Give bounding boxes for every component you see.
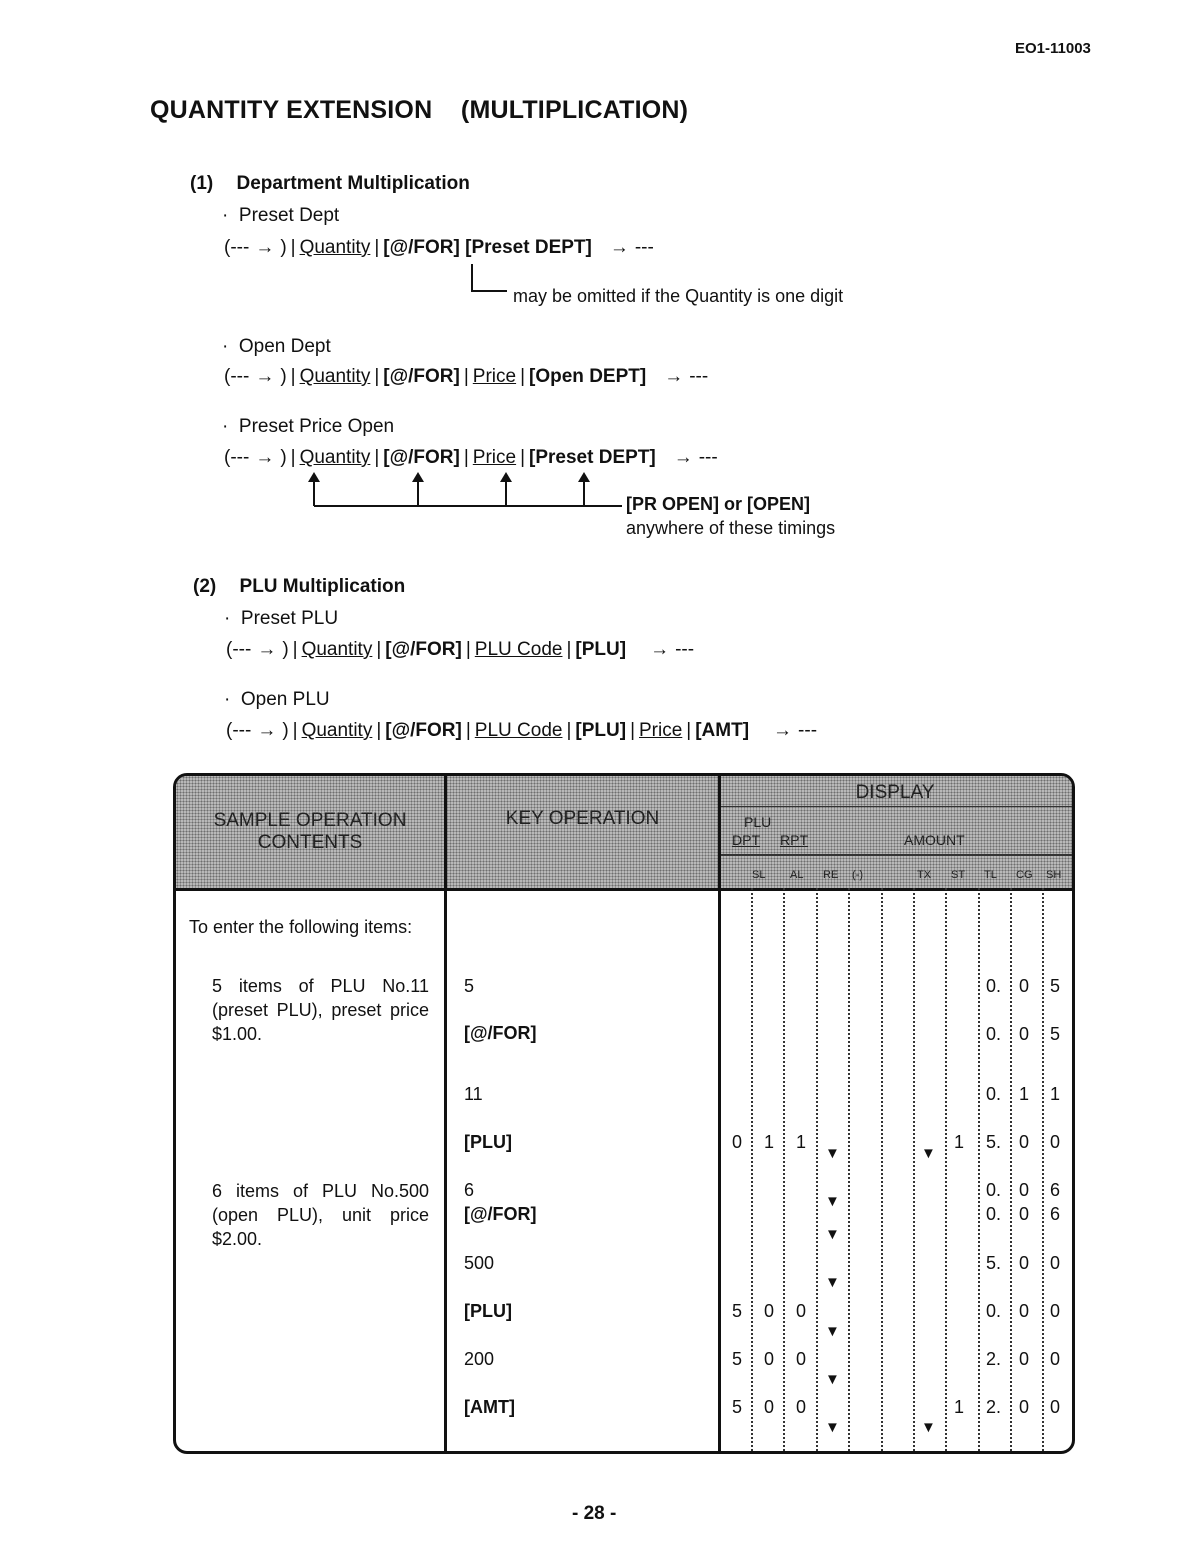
sample-intro: To enter the following items: (189, 917, 413, 937)
key-op: [@/FOR] (464, 1023, 537, 1043)
key-operation-header: KEY OPERATION (505, 808, 660, 829)
display-subdivider (721, 854, 1072, 856)
up-arrow-icon (500, 472, 512, 506)
display-digit: 5 (1050, 1024, 1061, 1044)
open-plu-label: · Open PLU (224, 689, 330, 710)
display-digit: 0 (1050, 1132, 1061, 1152)
indicator-sl: SL (752, 869, 766, 881)
display-column-guide (978, 888, 980, 1451)
display-column-guide (945, 888, 947, 1451)
display-digit: 0 (764, 1301, 775, 1321)
rpt-label: RPT (780, 832, 808, 848)
header-divider (176, 888, 1072, 891)
display-digit: 0 (1019, 1301, 1030, 1321)
display-digit: 0. (986, 1024, 1002, 1044)
indicator-tx: TX (917, 869, 932, 881)
timing-note: anywhere of these timings (626, 518, 836, 538)
sample-preset-plu: 5 items of PLU No.11 (preset PLU), preset price $1.00. (212, 976, 429, 1044)
display-digit: 0. (986, 976, 1002, 996)
omit-note: may be omitted if the Quantity is one digit (513, 286, 844, 306)
sample-operation-header: SAMPLE OPERATION CONTENTS (213, 810, 407, 853)
display-digit: 0 (1050, 1301, 1061, 1321)
display-digit: 2. (986, 1349, 1002, 1369)
display-digit: 6 (1050, 1180, 1061, 1200)
preset-plu-label: · Preset PLU (224, 608, 339, 629)
triangle-indicator-icon: ▼ (921, 1145, 936, 1162)
preset-price-open-sequence: (--- → ) | Quantity | [@/FOR] | Price | [Preset DEPT] → --- (224, 447, 718, 468)
triangle-indicator-icon: ▼ (825, 1419, 840, 1436)
display-column-guide (751, 888, 753, 1451)
display-digit: 0 (1019, 1132, 1030, 1152)
right-arrow-icon: → (650, 639, 670, 660)
display-digit: 5. (986, 1253, 1002, 1273)
display-digit: 0 (1050, 1253, 1061, 1273)
document-number: EO1-11003 (1015, 40, 1091, 57)
triangle-indicator-icon: ▼ (825, 1226, 840, 1243)
right-arrow-icon: → (773, 720, 793, 741)
display-digit: 0 (796, 1301, 807, 1321)
dpt-label: DPT (732, 832, 760, 848)
timing-arrows-diagram (300, 470, 630, 510)
key-op: [AMT] (464, 1397, 515, 1417)
display-column-guide (816, 888, 818, 1451)
display-column-guide (881, 888, 883, 1451)
open-dept-sequence: (--- → ) | Quantity | [@/FOR] | Price | [Open DEPT] → --- (224, 366, 709, 387)
omit-bracket-vertical (471, 264, 473, 292)
triangle-indicator-icon: ▼ (825, 1274, 840, 1291)
right-arrow-icon: → (255, 447, 275, 468)
display-column-guide (1010, 888, 1012, 1451)
key-op: [@/FOR] (464, 1204, 537, 1224)
display-digit: 0 (1019, 1397, 1030, 1417)
display-digit: 0 (796, 1349, 807, 1369)
key-op: 5 (464, 976, 475, 996)
preset-price-open-label: · Preset Price Open (222, 416, 395, 437)
preset-plu-sequence: (--- → ) | Quantity | [@/FOR] | PLU Code | [PLU] → --- (226, 639, 695, 660)
preset-dept-label: · Preset Dept (222, 205, 340, 226)
display-digit: 0 (732, 1132, 743, 1152)
up-arrow-icon (578, 472, 590, 506)
up-arrow-icon (412, 472, 424, 506)
section-2-heading (193, 576, 405, 598)
open-dept-label: · Open Dept (222, 336, 331, 357)
display-digit: 0. (986, 1180, 1002, 1200)
right-arrow-icon: → (257, 639, 277, 660)
right-arrow-icon: → (609, 237, 629, 258)
display-digit: 1 (764, 1132, 775, 1152)
display-digit: 0. (986, 1084, 1002, 1104)
display-digit: 5 (732, 1301, 743, 1321)
indicator-st: ST (951, 869, 966, 881)
amount-label: AMOUNT (904, 832, 965, 848)
triangle-indicator-icon: ▼ (825, 1193, 840, 1210)
section-2-title: PLU Multiplication (239, 576, 406, 597)
indicator-minus: (-) (852, 869, 863, 881)
indicator-al: AL (790, 869, 804, 881)
display-digit: 1 (954, 1397, 965, 1417)
sample-open-plu: 6 items of PLU No.500 (open PLU), unit price $2.00. (212, 1181, 429, 1249)
indicator-re: RE (823, 869, 839, 881)
key-op: 11 (464, 1084, 483, 1104)
display-column-guide (913, 888, 915, 1451)
right-arrow-icon: → (255, 366, 275, 387)
right-arrow-icon: → (255, 237, 275, 258)
section-1-number: (1) (190, 173, 214, 194)
key-op: [PLU] (464, 1132, 512, 1152)
display-digit: 0 (796, 1397, 807, 1417)
page-title: QUANTITY EXTENSION (MULTIPLICATION) (150, 96, 689, 124)
key-op: [PLU] (464, 1301, 512, 1321)
display-digit: 6 (1050, 1204, 1061, 1224)
display-column-guide (848, 888, 850, 1451)
sample-operation-table (173, 773, 1075, 1454)
right-arrow-icon: → (257, 720, 277, 741)
page-number: - 28 - (572, 1503, 617, 1524)
indicator-cg: CG (1016, 869, 1033, 881)
display-digit: 2. (986, 1397, 1002, 1417)
triangle-indicator-icon: ▼ (825, 1371, 840, 1388)
display-column-guide (783, 888, 785, 1451)
display-digit: 1 (954, 1132, 965, 1152)
triangle-indicator-icon: ▼ (825, 1145, 840, 1162)
display-digit: 0 (1050, 1349, 1061, 1369)
display-digit: 0 (1019, 1204, 1030, 1224)
indicator-sh: SH (1046, 869, 1062, 881)
display-digit: 0. (986, 1204, 1002, 1224)
display-subdivider (721, 806, 1072, 807)
display-column-guide (1042, 888, 1044, 1451)
section-1-heading (190, 173, 470, 195)
display-digit: 0. (986, 1301, 1002, 1321)
section-1-title: Department Multiplication (236, 173, 470, 194)
triangle-indicator-icon: ▼ (825, 1323, 840, 1340)
display-digit: 1 (1050, 1084, 1061, 1104)
section-2-number: (2) (193, 576, 217, 597)
right-arrow-icon: → (673, 447, 693, 468)
display-digit: 0 (1019, 1024, 1030, 1044)
display-digit: 1 (1019, 1084, 1030, 1104)
key-op: 6 (464, 1180, 475, 1200)
display-digit: 0 (1019, 1349, 1030, 1369)
display-digit: 0 (1050, 1397, 1061, 1417)
omit-bracket-horizontal (471, 290, 507, 292)
plu-label: PLU (744, 814, 772, 830)
right-arrow-icon: → (664, 366, 684, 387)
display-digit: 5 (732, 1349, 743, 1369)
display-digit: 5 (732, 1397, 743, 1417)
display-digit: 0 (764, 1397, 775, 1417)
triangle-indicator-icon: ▼ (921, 1419, 936, 1436)
display-digit: 0 (764, 1349, 775, 1369)
column-divider (718, 776, 721, 1451)
key-op: 500 (464, 1253, 495, 1273)
pr-open-note: [PR OPEN] or [OPEN] (626, 494, 811, 514)
key-op: 200 (464, 1349, 495, 1369)
display-digit: 5. (986, 1132, 1002, 1152)
open-plu-sequence: (--- → ) | Quantity | [@/FOR] | PLU Code | [PLU] | Price | [AMT] → --- (226, 720, 818, 741)
display-digit: 5 (1050, 976, 1061, 996)
column-divider (444, 776, 447, 1451)
preset-dept-sequence: (--- → ) | Quantity | [@/FOR] [Preset DEPT] → --- (224, 237, 654, 258)
up-arrow-icon (308, 472, 320, 506)
display-digit: 0 (1019, 1253, 1030, 1273)
display-header: DISPLAY (855, 782, 935, 803)
display-digit: 1 (796, 1132, 807, 1152)
indicator-tl: TL (984, 869, 997, 881)
display-digit: 0 (1019, 976, 1030, 996)
display-digit: 0 (1019, 1180, 1030, 1200)
